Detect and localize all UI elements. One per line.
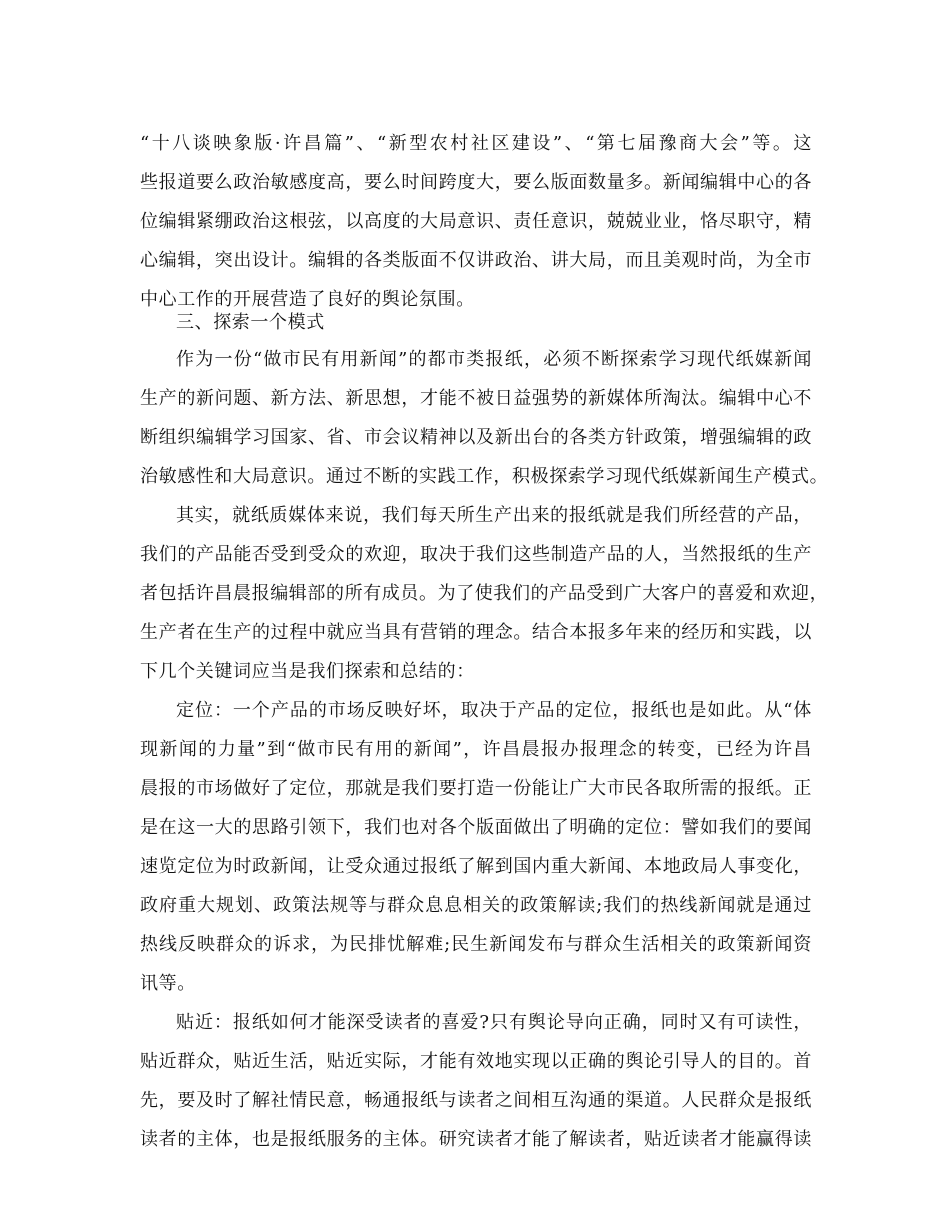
text-line: 先，要及时了解社情民意，畅通报纸与读者之间相互沟通的渠道。人民群众是报纸 xyxy=(140,1090,812,1111)
text-line: 速览定位为时政新闻，让受众通过报纸了解到国内重大新闻、本地政局人事变化， xyxy=(140,856,812,877)
text-line: 生产的新问题、新方法、新思想，才能不被日益强势的新媒体所淘汰。编辑中心不 xyxy=(140,388,812,409)
text-line: 断组织编辑学习国家、省、市会议精神以及新出台的各类方针政策，增强编辑的政 xyxy=(140,427,812,448)
text-line: 中心工作的开展营造了良好的舆论氛围。 xyxy=(140,289,475,310)
text-line: 其实，就纸质媒体来说，我们每天所生产出来的报纸就是我们所经营的产品， xyxy=(176,505,812,526)
text-line: 下几个关键词应当是我们探索和总结的： xyxy=(140,661,475,682)
text-line: 些报道要么政治敏感度高，要么时间跨度大，要么版面数量多。新闻编辑中心的各 xyxy=(140,172,812,193)
text-line: 读者的主体，也是报纸服务的主体。研究读者才能了解读者，贴近读者才能赢得读 xyxy=(140,1129,812,1150)
text-line: 是在这一大的思路引领下，我们也对各个版面做出了明确的定位：譬如我们的要闻 xyxy=(140,817,812,838)
section-heading: 三、探索一个模式 xyxy=(176,312,325,333)
text-line: 生产者在生产的过程中就应当具有营销的理念。结合本报多年来的经历和实践，以 xyxy=(140,622,812,643)
text-line: 讯等。 xyxy=(140,973,196,994)
text-line: 位编辑紧绷政治这根弦，以高度的大局意识、责任意识，兢兢业业，恪尽职守，精 xyxy=(140,211,812,232)
text-line: 我们的产品能否受到受众的欢迎，取决于我们这些制造产品的人，当然报纸的生产 xyxy=(140,544,812,565)
text-line: 治敏感性和大局意识。通过不断的实践工作，积极探索学习现代纸媒新闻生产模式。 xyxy=(140,466,829,487)
text-line: 现新闻的力量”到“做市民有用的新闻”，许昌晨报办报理念的转变，已经为许昌 xyxy=(140,739,812,760)
text-line: 热线反映群众的诉求，为民排忧解难;民生新闻发布与群众生活相关的政策新闻资 xyxy=(140,934,812,955)
text-line: 政府重大规划、政策法规等与群众息息相关的政策解读;我们的热线新闻就是通过 xyxy=(140,895,812,916)
text-line: “十八谈映象版·许昌篇”、“新型农村社区建设”、“第七届豫商大会”等。这 xyxy=(140,133,812,154)
text-line: 者包括许昌晨报编辑部的所有成员。为了使我们的产品受到广大客户的喜爱和欢迎， xyxy=(140,583,829,604)
text-line: 贴近群众，贴近生活，贴近实际，才能有效地实现以正确的舆论引导人的目的。首 xyxy=(140,1051,812,1072)
text-line: 晨报的市场做好了定位，那就是我们要打造一份能让广大市民各取所需的报纸。正 xyxy=(140,778,812,799)
text-line: 作为一份“做市民有用新闻”的都市类报纸，必须不断探索学习现代纸媒新闻 xyxy=(176,349,812,370)
text-line: 贴近：报纸如何才能深受读者的喜爱?只有舆论导向正确，同时又有可读性， xyxy=(176,1012,812,1033)
text-line: 心编辑，突出设计。编辑的各类版面不仅讲政治、讲大局，而且美观时尚，为全市 xyxy=(140,250,812,271)
text-line: 定位：一个产品的市场反映好坏，取决于产品的定位，报纸也是如此。从“体 xyxy=(176,700,812,721)
